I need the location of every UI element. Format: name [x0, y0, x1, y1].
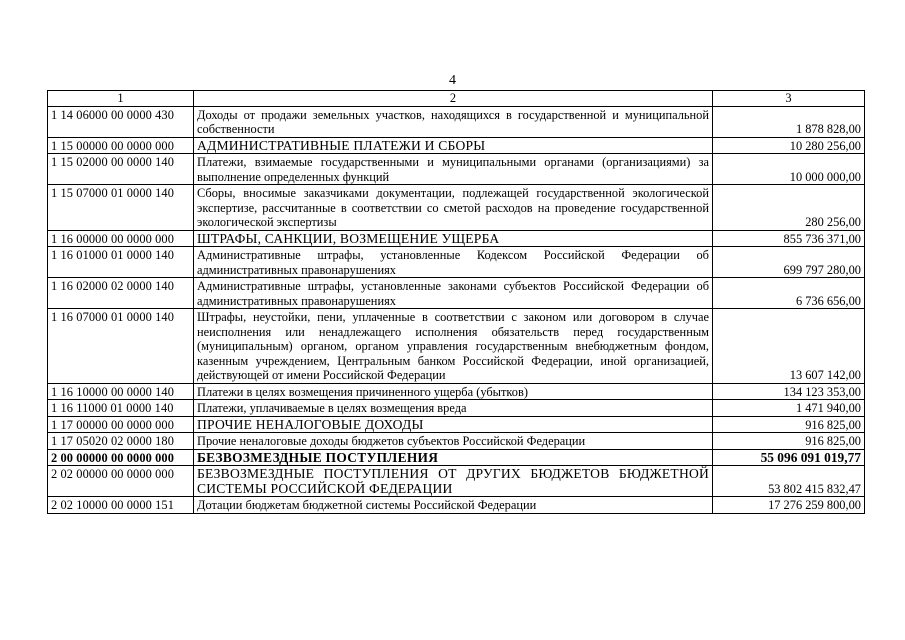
row-amount: 916 825,00 — [713, 433, 865, 450]
row-name: Платежи в целях возмещения причиненного ущерба (убытков) — [194, 383, 713, 400]
table-row — [48, 247, 865, 278]
row-name: Прочие неналоговые доходы бюджетов субъектов Российской Федерации — [194, 433, 713, 450]
row-amount: 855 736 371,00 — [713, 230, 865, 247]
row-name: Сборы, вносимые заказчиками документации, подлежащей государственной экологической экспертизе, рассчитанные в соответствии со сметой расходов на проведение государственной экологической экспертизы — [194, 185, 713, 231]
row-amount: 916 825,00 — [713, 416, 865, 433]
table-row — [48, 154, 865, 185]
row-amount: 10 280 256,00 — [713, 137, 865, 154]
row-amount: 13 607 142,00 — [713, 309, 865, 384]
row-code: 1 15 07000 01 0000 140 — [48, 185, 194, 231]
row-amount: 699 797 280,00 — [713, 247, 865, 278]
row-amount: 1 471 940,00 — [713, 400, 865, 417]
row-code: 1 16 07000 01 0000 140 — [48, 309, 194, 384]
row-amount: 6 736 656,00 — [713, 278, 865, 309]
table-row — [48, 230, 865, 247]
row-amount: 280 256,00 — [713, 185, 865, 231]
table-row — [48, 449, 865, 466]
row-name: ШТРАФЫ, САНКЦИИ, ВОЗМЕЩЕНИЕ УЩЕРБА — [194, 230, 713, 247]
column-header-3: 3 — [713, 91, 865, 107]
row-name: Платежи, уплачиваемые в целях возмещения вреда — [194, 400, 713, 417]
table-row — [48, 309, 865, 384]
table-header-row — [48, 91, 865, 107]
column-header-2: 2 — [194, 91, 713, 107]
row-name: Доходы от продажи земельных участков, находящихся в государственной и муниципальной собственности — [194, 106, 713, 137]
column-header-1: 1 — [48, 91, 194, 107]
table-row — [48, 400, 865, 417]
table-row — [48, 466, 865, 497]
row-code: 1 16 10000 00 0000 140 — [48, 383, 194, 400]
row-amount: 55 096 091 019,77 — [713, 449, 865, 466]
row-name: БЕЗВОЗМЕЗДНЫЕ ПОСТУПЛЕНИЯ ОТ ДРУГИХ БЮДЖЕТОВ БЮДЖЕТНОЙ СИСТЕМЫ РОССИЙСКОЙ ФЕДЕРАЦИИ — [194, 466, 713, 497]
table-row — [48, 137, 865, 154]
row-name: Штрафы, неустойки, пени, уплаченные в соответствии с законом или договором в случае неисполнения или ненадлежащего исполнения обязательств перед государственным (муниципальным) органом, органом управления государственным внебюджетным фондом, казенным учреждением, Центральным банком Российской Федерации, иной организацией, действующей от имени Российской Федерации — [194, 309, 713, 384]
table-row — [48, 416, 865, 433]
row-amount: 53 802 415 832,47 — [713, 466, 865, 497]
row-code: 2 02 00000 00 0000 000 — [48, 466, 194, 497]
row-name: Административные штрафы, установленные Кодексом Российской Федерации об административных правонарушениях — [194, 247, 713, 278]
row-code: 2 00 00000 00 0000 000 — [48, 449, 194, 466]
row-name: ПРОЧИЕ НЕНАЛОГОВЫЕ ДОХОДЫ — [194, 416, 713, 433]
row-amount: 1 878 828,00 — [713, 106, 865, 137]
row-name: Платежи, взимаемые государственными и муниципальными органами (организациями) за выполнение определенных функций — [194, 154, 713, 185]
table-row — [48, 185, 865, 231]
row-code: 1 16 11000 01 0000 140 — [48, 400, 194, 417]
row-code: 1 17 05020 02 0000 180 — [48, 433, 194, 450]
row-name: Дотации бюджетам бюджетной системы Российской Федерации — [194, 497, 713, 514]
row-code: 1 15 02000 00 0000 140 — [48, 154, 194, 185]
row-name: Административные штрафы, установленные законами субъектов Российской Федерации об административных правонарушениях — [194, 278, 713, 309]
table-row — [48, 278, 865, 309]
table-row — [48, 106, 865, 137]
row-code: 2 02 10000 00 0000 151 — [48, 497, 194, 514]
table-row — [48, 383, 865, 400]
row-code: 1 14 06000 00 0000 430 — [48, 106, 194, 137]
table-row — [48, 497, 865, 514]
row-code: 1 16 01000 01 0000 140 — [48, 247, 194, 278]
row-code: 1 17 00000 00 0000 000 — [48, 416, 194, 433]
revenue-table — [47, 90, 865, 514]
row-name: АДМИНИСТРАТИВНЫЕ ПЛАТЕЖИ И СБОРЫ — [194, 137, 713, 154]
row-amount: 17 276 259 800,00 — [713, 497, 865, 514]
row-amount: 134 123 353,00 — [713, 383, 865, 400]
row-code: 1 16 02000 02 0000 140 — [48, 278, 194, 309]
table-row — [48, 433, 865, 450]
row-name: БЕЗВОЗМЕЗДНЫЕ ПОСТУПЛЕНИЯ — [194, 449, 713, 466]
row-amount: 10 000 000,00 — [713, 154, 865, 185]
page-number: 4 — [449, 73, 456, 88]
row-code: 1 15 00000 00 0000 000 — [48, 137, 194, 154]
row-code: 1 16 00000 00 0000 000 — [48, 230, 194, 247]
